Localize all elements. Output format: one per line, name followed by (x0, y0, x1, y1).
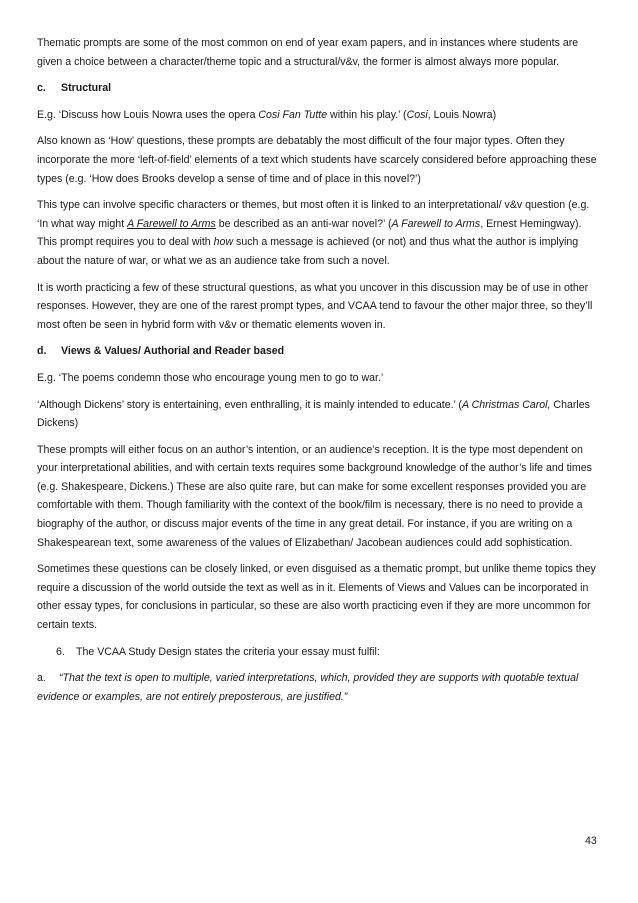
paragraph-how-questions: Also known as ‘How’ questions, these prompts are debatably the most difficult of the four major types. Often they incorporate the more ‘left-of-field’ elements of a text which students have scarcely considered before approaching these types (e.g. ‘How does Brooks develop a sense of time and of place in this novel?’) (37, 135, 597, 185)
criteria-quote-a (37, 669, 597, 706)
work-title: A Farewell to Arms (391, 217, 481, 230)
paragraph-practice-structural: It is worth practicing a few of these structural questions, as what you uncover in this discussion may be of use in other responses. However, they are one of the rarest prompt types, and VCAA tend to favour the other major three, so they’ll most often be seen in hybrid form with v&v or thematic elements woven in. (37, 281, 593, 331)
list-item-text: The VCAA Study Design states the criteria your essay must fulfil: (76, 645, 380, 658)
paragraph-structural-type (37, 196, 597, 270)
numbered-item-6 (37, 643, 597, 662)
text-run: , Ernest Hemingway). This prompt requires you to deal with (37, 217, 582, 249)
example-views-values-1: E.g. ‘The poems condemn those who encourage young men to go to war.’ (37, 371, 384, 384)
example-views-values-2 (37, 396, 597, 433)
document-page (37, 34, 597, 714)
text-run: such a message is achieved (or not) and thus what the author is implying about the nature of war, or what we as an audience take from such a novel. (37, 236, 579, 267)
text-run: , Louis Nowra) (427, 108, 497, 121)
paragraph-thematic-prompts: Thematic prompts are some of the most common on end of year exam papers, and in instances where students are given a choice between a character/theme topic and a structural/v&v, the former is almost always more popular. (37, 37, 579, 68)
work-title: Cosi Fan Tutte (258, 108, 328, 121)
list-marker: 6. (56, 645, 65, 658)
work-title: Cosi (406, 108, 428, 121)
criteria-text: “That the text is open to multiple, varied interpretations, which, provided they are supports with quotable textual evidence or examples, are not entirely preposterous, are justified.” (37, 672, 579, 703)
paragraph-author-intention: These prompts will either focus on an author’s intention, or an audience’s reception. It is the type most dependent on your interpretational abilities, and with certain texts requires some background knowledge of the author’s life and times (e.g. Shakespeare, Dickens.) These are also quite rare, but can make for some excellent responses provided you are comfortable with them. Though familiarity with the context of the book/film is necessary, there is no need to provide a biography of the author, or discuss major events of the time in any great detail. For instance, if you are writing on a Shakespearean text, some awareness of the values of Elizabethan/ Jacobean audiences could add sophistication. (37, 443, 592, 549)
heading-marker: d. (37, 345, 47, 358)
heading-marker: c. (37, 82, 46, 95)
heading-title: Views & Values/ Authorial and Reader based (61, 345, 285, 358)
heading-title: Structural (61, 82, 112, 95)
text-run: This type can involve specific characters or themes, but most often it is linked to an interpretational/ v&v question (e.g. ‘In what way might (37, 199, 590, 230)
emphasis: how (213, 236, 234, 249)
list-marker: a. (37, 672, 46, 685)
text-run: within his play.’ ( (327, 108, 407, 121)
text-run: Charles Dickens) (37, 398, 590, 430)
text-run: E.g. ‘Discuss how Louis Nowra uses the opera (37, 108, 259, 121)
text-run: ‘Although Dickens’ story is entertaining, even enthralling, it is mainly intended to educate.’ ( (37, 398, 462, 411)
page-number: 43 (585, 835, 597, 847)
work-title: A Christmas Carol, (461, 398, 551, 411)
text-run: be described as an anti-war novel?’ ( (215, 217, 392, 230)
paragraph-disguised-prompts: Sometimes these questions can be closely linked, or even disguised as a thematic prompt, but unlike theme topics they require a discussion of the world outside the text as well as in it. Elements of Views and Values can be incorporated in other essay types, for conclusions in particular, so these are also worth practicing even if they are more uncommon for certain texts. (37, 563, 596, 632)
work-title: A Farewell to Arms (127, 217, 216, 230)
heading-views-values (37, 342, 597, 361)
heading-structural (37, 79, 597, 98)
example-structural (37, 106, 597, 125)
